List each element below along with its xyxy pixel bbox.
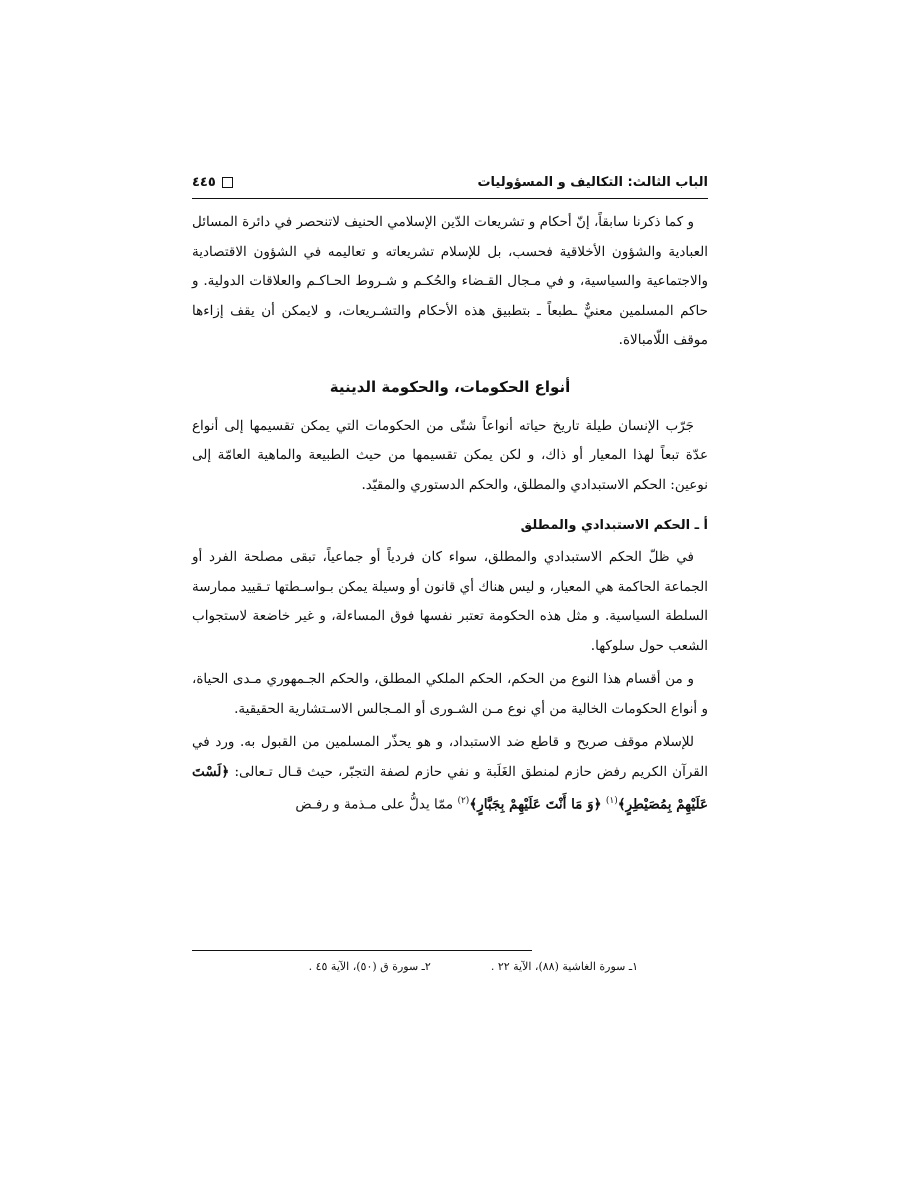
paragraph-5 (192, 728, 708, 820)
header-rule (192, 198, 708, 199)
section-heading: أنواع الحكومات، والحكومة الدينية (329, 377, 571, 396)
page-number: ٤٤٥ (192, 174, 216, 190)
subsection-heading: أ ـ الحكم الاستبدادي والمطلق (520, 518, 708, 533)
page-body (192, 208, 708, 824)
footnote-2: ٢ـ سورة ق (٥٠)، الآية ٤٥ . (308, 960, 431, 973)
footnote-1: ١ـ سورة الغاشية (٨٨)، الآية ٢٢ . (490, 960, 638, 973)
footnotes (192, 960, 708, 973)
book-page (192, 150, 708, 1050)
paragraph-5-end: ممّا يدلُّ على مـذمة و رفـض (295, 796, 454, 813)
chapter-title: الباب الثالث: التكاليف و المسؤوليات (477, 174, 708, 190)
square-icon (222, 177, 233, 188)
paragraph-4: و من أقسام هذا النوع من الحكم، الحكم الملكي المطلق، والحكم الجـمهوري مـدى الحياة، و أنواع الحكومات الخالية من أي نوع مـن الشـورى أو المـجالس الاسـتشارية الحقيقية. (192, 671, 708, 717)
paragraph-1: و كما ذكرنا سابقاً، إنّ أحكام و تشريعات الدّين الإسلامي الحنيف لاتنحصر في دائرة المسائل العبادية والشؤون الأخلاقية فحسب، بل للإسلام تشريعاته و تعاليمه في الشؤون الاقتصادية والاجتماعية والسياسية، و في مـجال القـضاء والحُكـم و شـروط الحـاكـم والعلاقات الدولية. و حاكم المسلمين معنيٌّ ـطبعاً ـ بتطبيق هذه الأحكام والتشـريعات، و لايمكن أن يقف إزاءها موقف اللّامبالاة. (192, 214, 708, 348)
footnote-rule (192, 950, 532, 951)
quran-verse-1: ﴿لَسْتَ عَلَيْهِمْ بِمُصَيْطِرٍ﴾ (192, 763, 708, 813)
quran-verse-2: ﴿وَ مَا أَنْتَ عَلَيْهِمْ بِجَبَّارٍ﴾ (469, 796, 602, 813)
paragraph-3: في ظلّ الحكم الاستبدادي والمطلق، سواء كان فردياً أو جماعياً، تبقى مصلحة الفرد أو الجماعة الحاكمة هي المعيار، و ليس هناك أي قانون أو وسيلة يمكن بـواسـطتها تـقييد ممارسة السلطة السياسية. و مثل هذه الحكومة تعتبر نفسها فوق المساءلة، و غير خاضعة لاستجواب الشعب حول سلوكها. (192, 549, 708, 654)
paragraph-2: جَرّب الإنسان طيلة تاريخ حياته أنواعاً شتّى من الحكومات التي يمكن تقسيمها إلى أنواع عدّة تبعاً لهذا المعيار أو ذاك، و لكن يمكن تقسيمها من حيث الطبيعة والماهية العامّة إلى نوعين: الحكم الاستبدادي والمطلق، والحكم الدستوري والمقيّد. (192, 417, 708, 493)
paragraph-5-start: للإسلام موقف صريح و قاطع ضد الاستبداد، و هو يحذّر المسلمين من القبول به. ورد في القرآن الكريم رفض حازم لمنطق الغَلَبة و نفي حازم لصفة التجبّر، حيث قـال تـعالى: (192, 734, 708, 780)
footnote-ref-2: (٢) (457, 796, 470, 806)
footnote-ref-1: (١) (605, 796, 618, 806)
running-header (192, 170, 708, 194)
page-number-block (192, 175, 233, 190)
